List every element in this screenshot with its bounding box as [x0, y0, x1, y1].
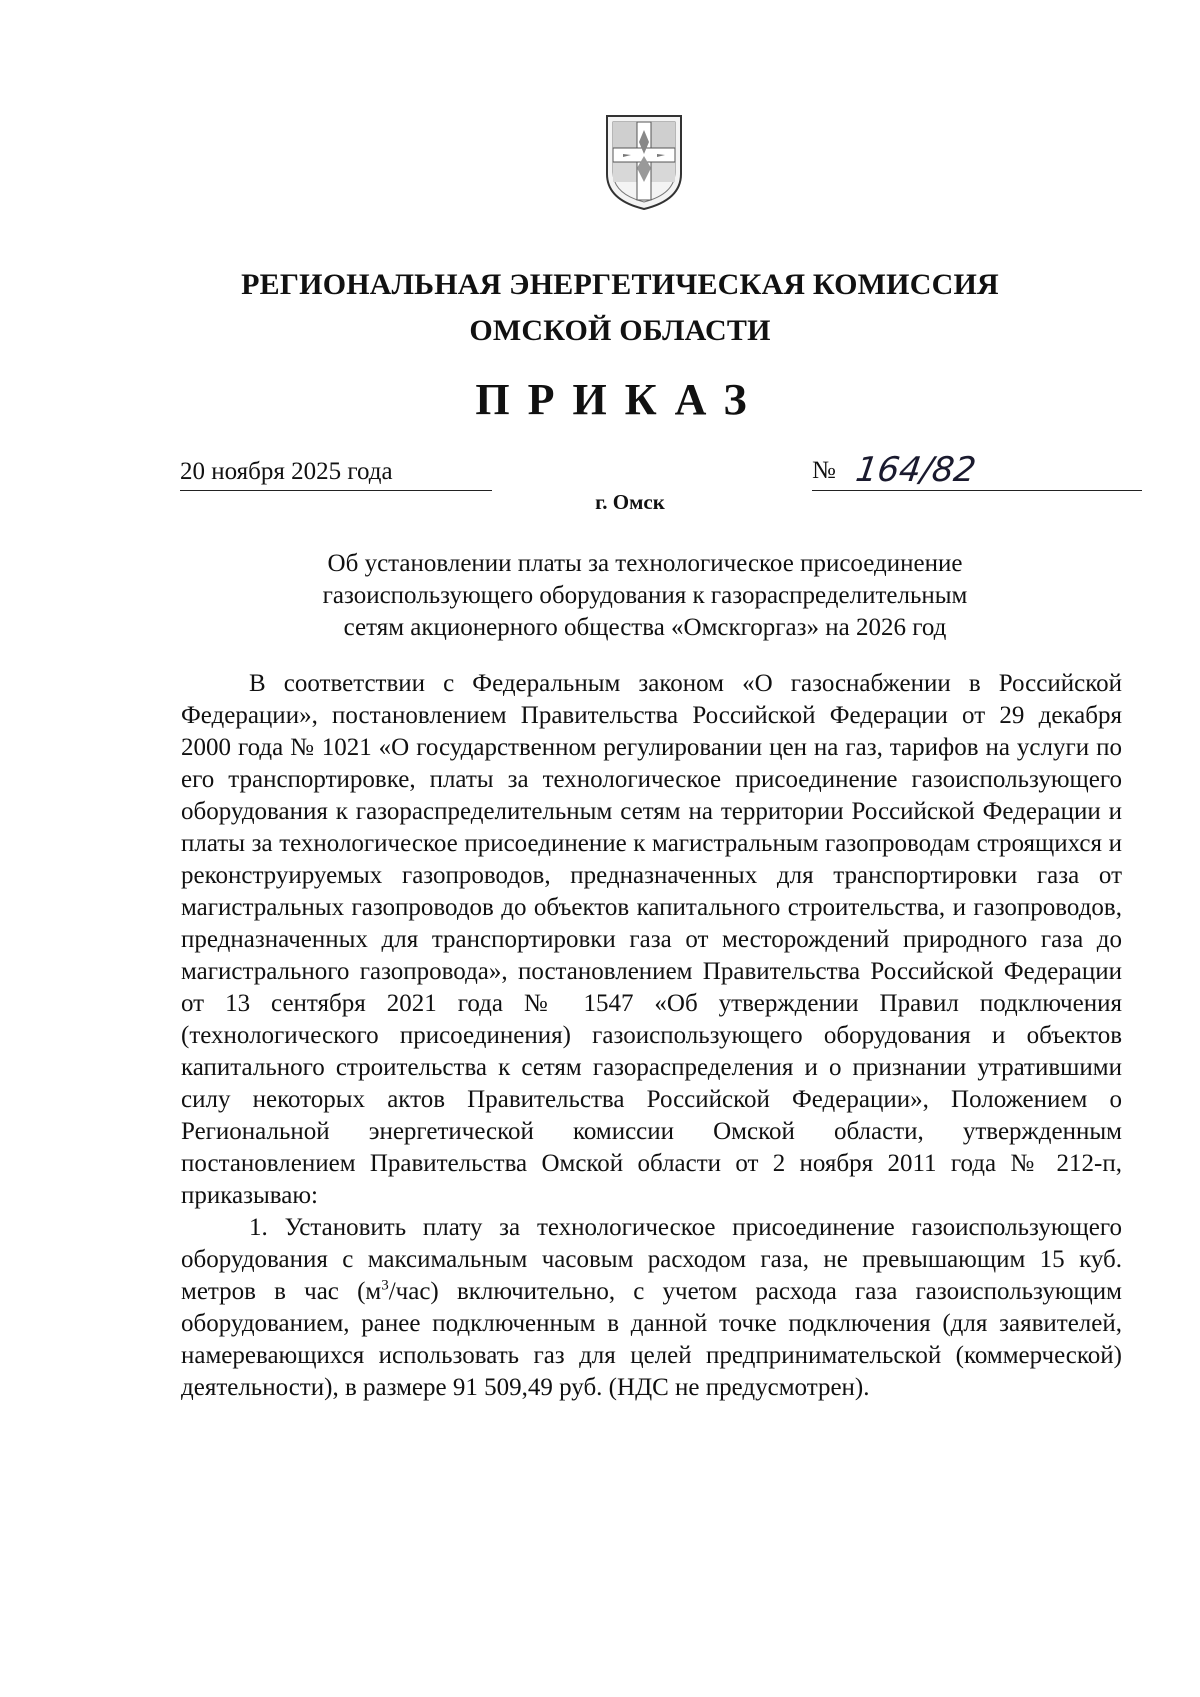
document-title-line2: газоиспользующего оборудования к газораспределительным: [322, 582, 968, 609]
number-sign: №: [812, 457, 836, 484]
document-city: г. Омск: [595, 490, 665, 514]
document-date: 20 ноября 2025 года: [180, 458, 393, 485]
preamble-paragraph: В соответствии с Федеральным законом «О газоснабжении в Российской Федерации», постановлением Правительства Российской Федерации от 29 декабря 2000 года № 1021 «О государственном регулировании цен на газ, тарифов на услуги по его транспортировке, платы за технологическое присоединение газоиспользующего оборудования к газораспределительным сетям на территории Российской Федерации и платы за технологическое присоединение к магистральным газопроводам строящихся и реконструируемых газопроводов, предназначенных для транспортировки газа от магистральных газопроводов до объектов капитального строительства, и газопроводов, предназначенных для транспортировки газа от месторождений природного газа до магистрального газопровода», постановлением Правительства Российской Федерации от 13 сентября 2021 года № 1547 «Об утверждении Правил подключения (технологического присоединения) газоиспользующего оборудования и объектов капитального строительства к сетям газораспределения и о признании утратившими силу некоторых актов Правительства Российской Федерации», Положением о Региональной энергетической комиссии Омской области, утвержденным постановлением Правительства Омской области от 2 ноября 2011 года № 212-п, приказываю:: [181, 670, 1122, 1209]
item-1-superscript: 3: [381, 1277, 389, 1294]
organization-name: [180, 262, 1060, 354]
document-title-line3: сетям акционерного общества «Омскгоргаз» на 2026 год: [343, 614, 947, 641]
organization-name-line2: ОМСКОЙ ОБЛАСТИ: [469, 314, 771, 347]
item-1-text-part1: 1. Установить плату за технологическое присоединение газоиспользующего оборудования с максимальным часовым расходом газа, не превышающим 15 куб. метров в час (м: [181, 1214, 1122, 1305]
coat-of-arms-emblem: [603, 112, 685, 212]
document-number-handwritten: 164/82: [853, 450, 979, 490]
document-number-field: [812, 446, 1142, 491]
item-1-text-part2: /час) включительно, с учетом расхода газа газоиспользующим оборудованием, ранее подключенным в данной точке подключения (для заявителей, намеревающихся использовать газ для целей предпринимательской (коммерческой) деятельности), в размере 91 509,49 руб. (НДС не предусмотрен).: [181, 1278, 1122, 1401]
item-1-paragraph: [181, 1212, 1122, 1404]
document-title: [180, 548, 1110, 644]
document-type: ПРИКАЗ: [475, 375, 765, 424]
document-title-line1: Об установлении платы за технологическое присоединение: [327, 550, 963, 577]
document-body: [181, 668, 1122, 1404]
organization-name-line1: РЕГИОНАЛЬНАЯ ЭНЕРГЕТИЧЕСКАЯ КОМИССИЯ: [241, 268, 999, 301]
document-date-field: [180, 456, 492, 491]
